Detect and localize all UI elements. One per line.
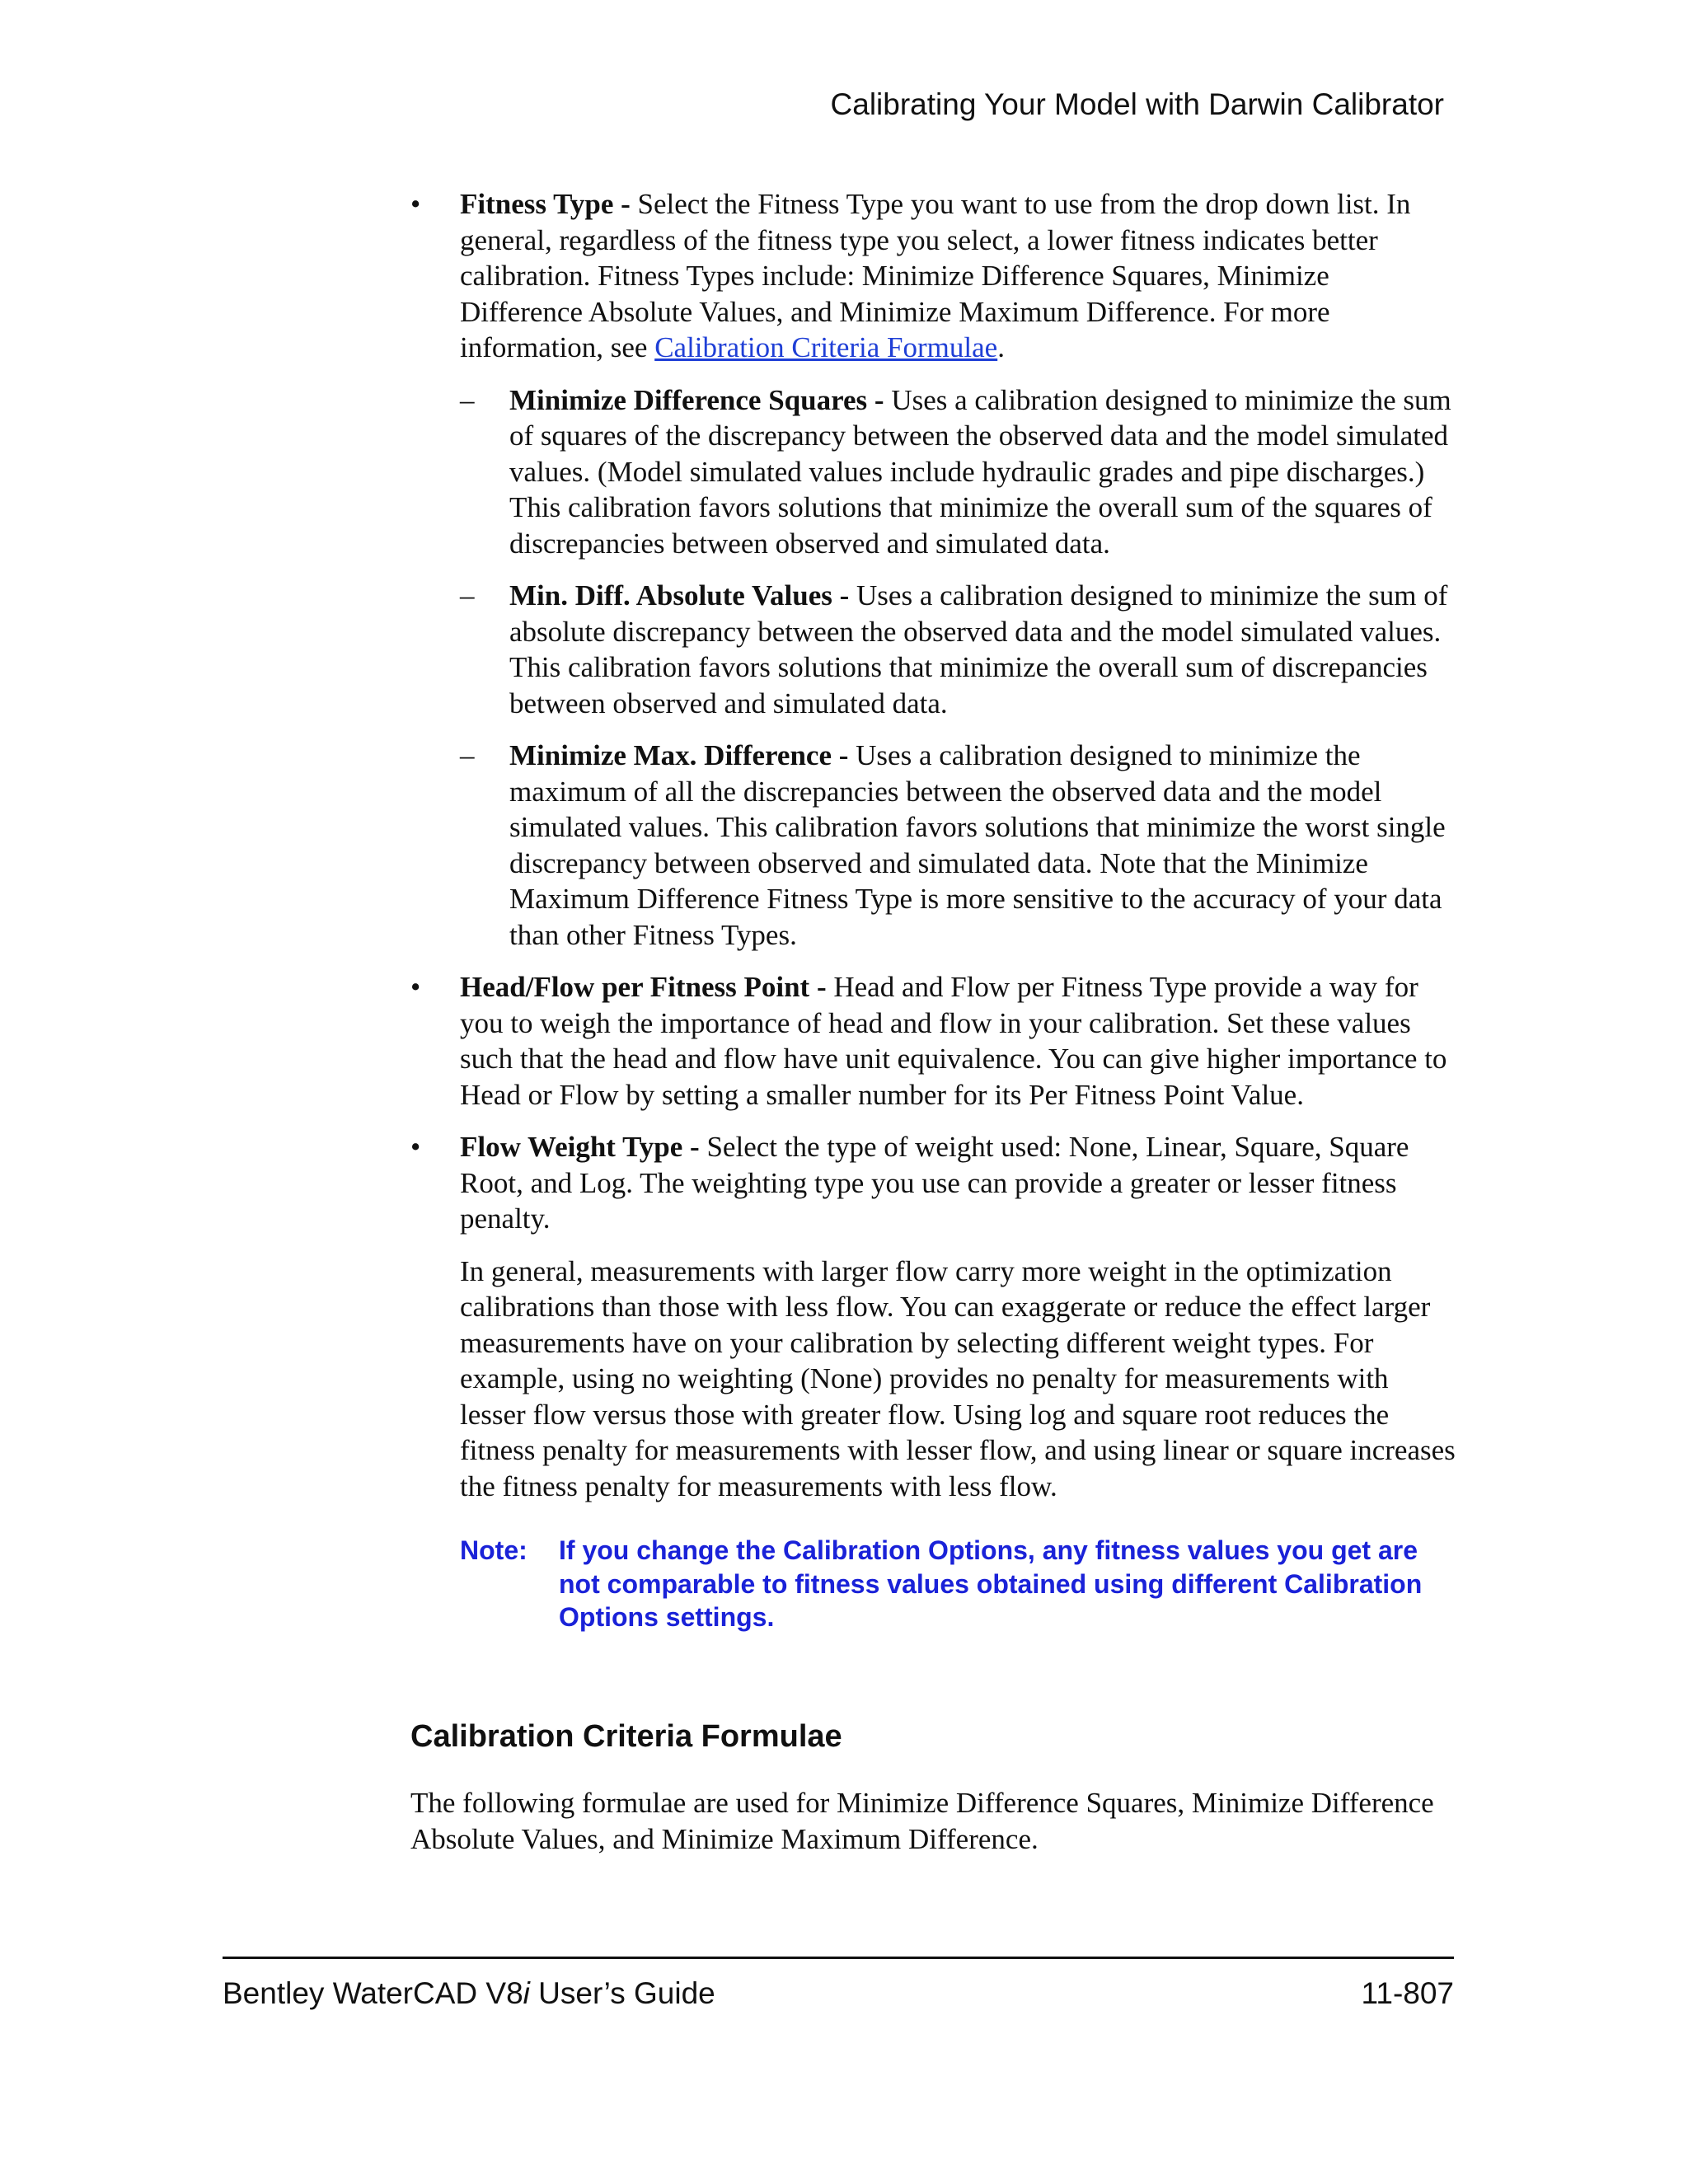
term-fitness-type: Fitness Type - [460, 188, 631, 220]
fitness-type-text: Select the Fitness Type you want to use from the drop down list. In general, regardless of the fitness type you select, a lower fitness indicates better calibration. Fitness Types include: Minimize Difference Squares, Minimize Difference Absolute Values, and Minimize Maximum Difference. For more information, see [460, 188, 1411, 363]
bullet-marker: • [410, 1131, 421, 1163]
bullet-flow-weight [410, 1129, 1457, 1237]
bullet-head-flow [410, 969, 1457, 1113]
fitness-type-after: . [997, 331, 1005, 363]
footer-product-italic: i [523, 1976, 530, 2010]
term-min-diff-abs: Min. Diff. Absolute Values - [509, 579, 850, 612]
term-flow-weight: Flow Weight Type - [460, 1131, 700, 1163]
footer-page-number: 11-807 [1361, 1976, 1454, 2010]
running-header: Calibrating Your Model with Darwin Calibrator [830, 87, 1444, 121]
term-min-diff-squares: Minimize Difference Squares - [509, 383, 884, 416]
calibration-criteria-link[interactable]: Calibration Criteria Formulae [654, 331, 998, 363]
min-diff-abs-text: Uses a calibration designed to minimize the sum of absolute discrepancy between the observed data and the model simulated values. This calibration favors solutions that minimize the overall sum of discrepancies between observed and simulated data. [509, 579, 1448, 719]
section-intro: The following formulae are used for Minimize Difference Squares, Minimize Difference Absolute Values, and Minimize Maximum Difference. [410, 1787, 1434, 1855]
section-heading: Calibration Criteria Formulae [410, 1719, 842, 1754]
note-box [460, 1534, 1457, 1634]
main-content [410, 186, 1457, 1634]
term-head-flow: Head/Flow per Fitness Point - [460, 971, 827, 1003]
footer-product-prefix: Bentley WaterCAD V8 [223, 1976, 523, 2010]
term-min-max-diff: Minimize Max. Difference - [509, 739, 849, 771]
min-max-diff-text: Uses a calibration designed to minimize the maximum of all the discrepancies between the observed data and the model simulated values. This calibration favors solutions that minimize the worst single discrepancy between observed and simulated data. Note that the Minimize Maximum Difference Fitness Type is more sensitive to the accuracy of your data than other Fitness Types. [509, 739, 1446, 951]
bullet-marker: • [410, 971, 421, 1003]
sub-item-min-diff-squares [460, 382, 1457, 562]
flow-weight-paragraph: In general, measurements with larger flow carry more weight in the optimization calibrations than those with less flow. You can exaggerate or reduce the effect larger measurements have on your calibration by selecting different weight types. For example, using no weighting (None) provides no penalty for measurements with lesser flow versus those with greater flow. Using log and square root reduces the fitness penalty for measurements with lesser flow, and using linear or square increases the fitness penalty for measurements with less flow. [460, 1254, 1456, 1502]
footer-product-title [223, 1976, 715, 2011]
bullet-marker: • [410, 188, 421, 220]
dash-marker: – [460, 383, 475, 416]
bullet-fitness-type [410, 186, 1457, 366]
sub-item-min-max-diff [460, 738, 1457, 953]
sub-item-min-diff-abs [460, 578, 1457, 721]
dash-marker: – [460, 739, 475, 771]
footer-rule [223, 1957, 1454, 1959]
flow-weight-text: Select the type of weight used: None, Linear, Square, Square Root, and Log. The weighting type you use can provide a greater or lesser fitness penalty. [460, 1131, 1409, 1235]
head-flow-text: Head and Flow per Fitness Type provide a way for you to weigh the importance of head and flow in your calibration. Set these values such that the head and flow have unit equivalence. You can give higher importance to Head or Flow by setting a smaller number for its Per Fitness Point Value. [460, 971, 1447, 1111]
note-text: If you change the Calibration Options, any fitness values you get are not comparable to fitness values obtained using different Calibration Options settings. [559, 1535, 1423, 1632]
note-label: Note: [460, 1535, 528, 1565]
dash-marker: – [460, 579, 475, 612]
footer-product-suffix: User’s Guide [529, 1976, 715, 2010]
min-diff-squares-text: Uses a calibration designed to minimize the sum of squares of the discrepancy between the observed data and the model simulated values. (Model simulated values include hydraulic grades and pipe discharges.) This calibration favors solutions that minimize the overall sum of the squares of discrepancies between observed and simulated data. [509, 383, 1451, 560]
